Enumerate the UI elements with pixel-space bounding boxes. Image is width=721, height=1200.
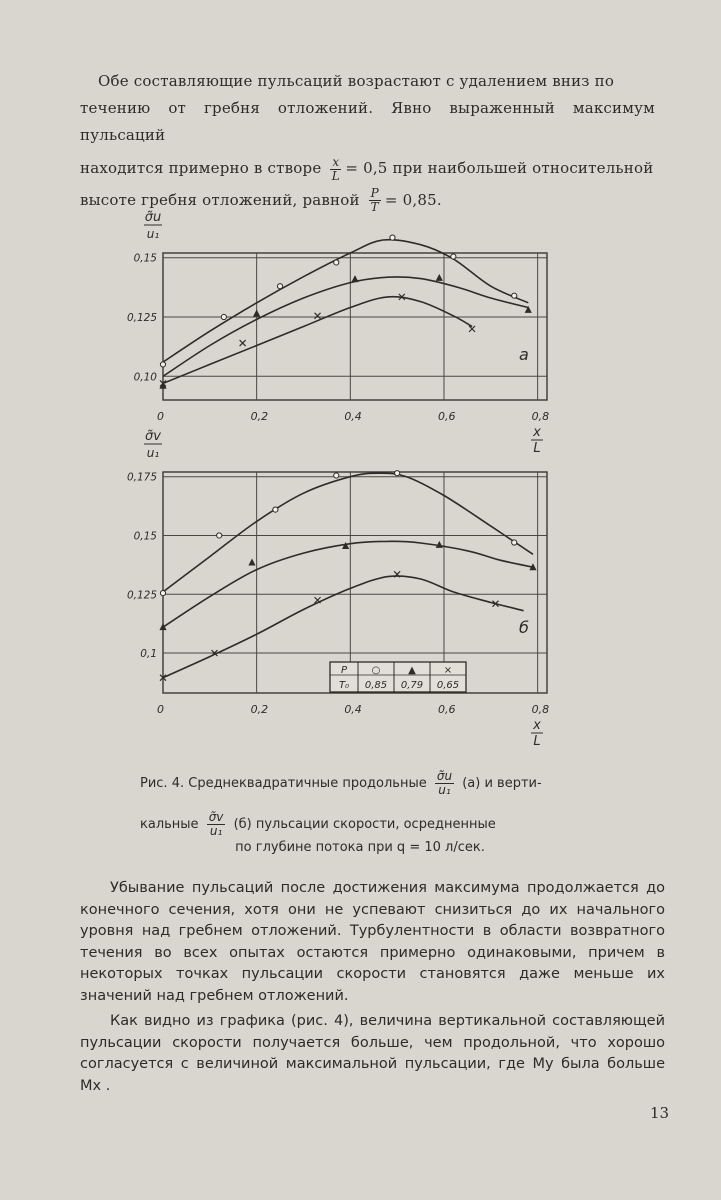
data-point-circle [221,314,226,319]
x-axis-label-num: x [533,718,541,733]
y-tick-label: 0,15 [133,530,157,543]
legend-symbol: × [443,665,453,676]
body-text [80,878,665,1097]
x-tick-label: 0,6 [437,703,456,716]
p-over-t-fraction: $\frac{P}{T}$ [370,186,379,214]
figure-4 [0,195,721,755]
caption-line-2: кальные $\frac{\sigmãv}{\text{u₁}}$ (б) пульсации скорости, осредненные [140,810,496,838]
intro-line-3: находится примерно в створе $\frac{x}{L}$ = 0,5 при наибольшей относительной [80,154,654,183]
y-tick-label: 0,125 [126,312,157,325]
data-point-triangle [159,623,166,630]
caption-line-1: Рис. 4. Среднеквадратичные продольные $\frac{\sigmãu}{\text{u₁}}$ (а) и верти- [140,769,542,797]
sigma-u-fraction: $\frac{\sigmãu}{\text{u₁}}$ [436,769,453,797]
intro-line-1: Обе составляющие пульсаций возрастают с удалением вниз по [98,72,615,90]
data-point-circle [160,362,165,367]
data-point-circle [334,473,339,478]
plot-frame [163,253,547,400]
data-point-circle [334,260,339,265]
x-tick-label: 0,2 [250,703,269,716]
intro-line-2: течению от гребня отложений. Явно выраженный максимум пульсаций [80,99,655,144]
chart-panel-б [127,429,549,749]
y-tick-label: 0,15 [133,252,157,265]
y-axis-label-num: σ̃u [144,210,162,225]
plot-frame [163,472,547,693]
data-point-circle [512,540,517,545]
panel-label: а [519,345,529,364]
data-point-cross [315,313,321,319]
data-point-triangle [248,559,255,566]
data-point-circle [277,284,282,289]
y-tick-label: 0,175 [126,471,157,484]
data-point-circle [451,254,456,259]
y-tick-label: 0,1 [140,648,157,661]
data-point-triangle [436,274,443,281]
data-point-triangle [351,275,358,282]
x-tick-label: 0,2 [250,410,269,423]
sigma-v-fraction: $\frac{\sigmãv}{\text{u₁}}$ [208,810,224,838]
x-over-l-fraction: $\frac{x}{L}$ [331,154,340,183]
body-paragraph-1: Убывание пульсаций после достижения максимума продолжается до конечного сечения, хотя они не успевают снизиться до их начального уровня над гребнем отложений. Турбулентности в области возвратного течения во всех опытах остаются примерно одинаковыми, причем в некоторых точках пульсации скорости становятся даже меньше их значений над гребнем отложений. [80,880,665,1004]
data-point-circle [395,471,400,476]
series-line-0,79 [163,541,533,627]
chart-panel-a [127,210,549,456]
x-axis-label-num: x [533,425,541,440]
legend-label: 0,65 [436,680,460,691]
y-axis-label-num: σ̃v [145,429,161,444]
data-point-circle [512,293,517,298]
x-tick-label: 0,4 [344,410,362,423]
intro-paragraph [80,68,655,214]
caption-line-3: по глубине потока при q = 10 л/сек. [235,840,485,855]
data-point-cross [240,340,246,346]
legend-label: 0,79 [400,680,424,691]
data-point-cross [469,326,475,332]
y-axis-label-den: u₁ [146,227,160,241]
legend-label: 0,85 [364,680,388,691]
data-point-circle [160,590,165,595]
legend-symbol: ○ [371,665,381,676]
x-tick-label: 0,6 [437,410,456,423]
figure-caption [140,770,580,858]
legend-symbol: ▲ [408,665,416,676]
legend-header-num: P [340,665,348,676]
x-tick-label: 0 [157,410,164,423]
panel-label: б [519,618,529,637]
body-paragraph-2: Как видно из графика (рис. 4), величина вертикальной составляющей пульсации скорости получается больше, чем продольной, что хорошо согласуется с величиной максимальной пульсации, где Mу была больше Mх . [80,1013,665,1094]
page-number: 13 [650,1104,670,1122]
legend-header-den: T₀ [338,680,350,691]
x-axis-label-den: L [533,734,541,749]
data-point-circle [273,507,278,512]
series-line-0,65 [163,297,472,384]
data-point-circle [390,235,395,240]
data-point-triangle [436,541,443,548]
data-point-circle [217,533,222,538]
x-tick-label: 0,4 [344,703,362,716]
y-tick-label: 0,10 [133,371,157,384]
intro-line-4: высоте гребня отложений, равной $\frac{P}{T}$ = 0,85. [80,186,442,214]
x-tick-label: 0,8 [531,410,550,423]
y-tick-label: 0,125 [126,589,157,602]
x-tick-label: 0 [157,703,164,716]
data-point-triangle [253,309,260,316]
y-axis-label-den: u₁ [146,446,160,460]
x-axis-label-den: L [533,441,541,456]
x-tick-label: 0,8 [531,703,550,716]
legend [330,662,466,692]
